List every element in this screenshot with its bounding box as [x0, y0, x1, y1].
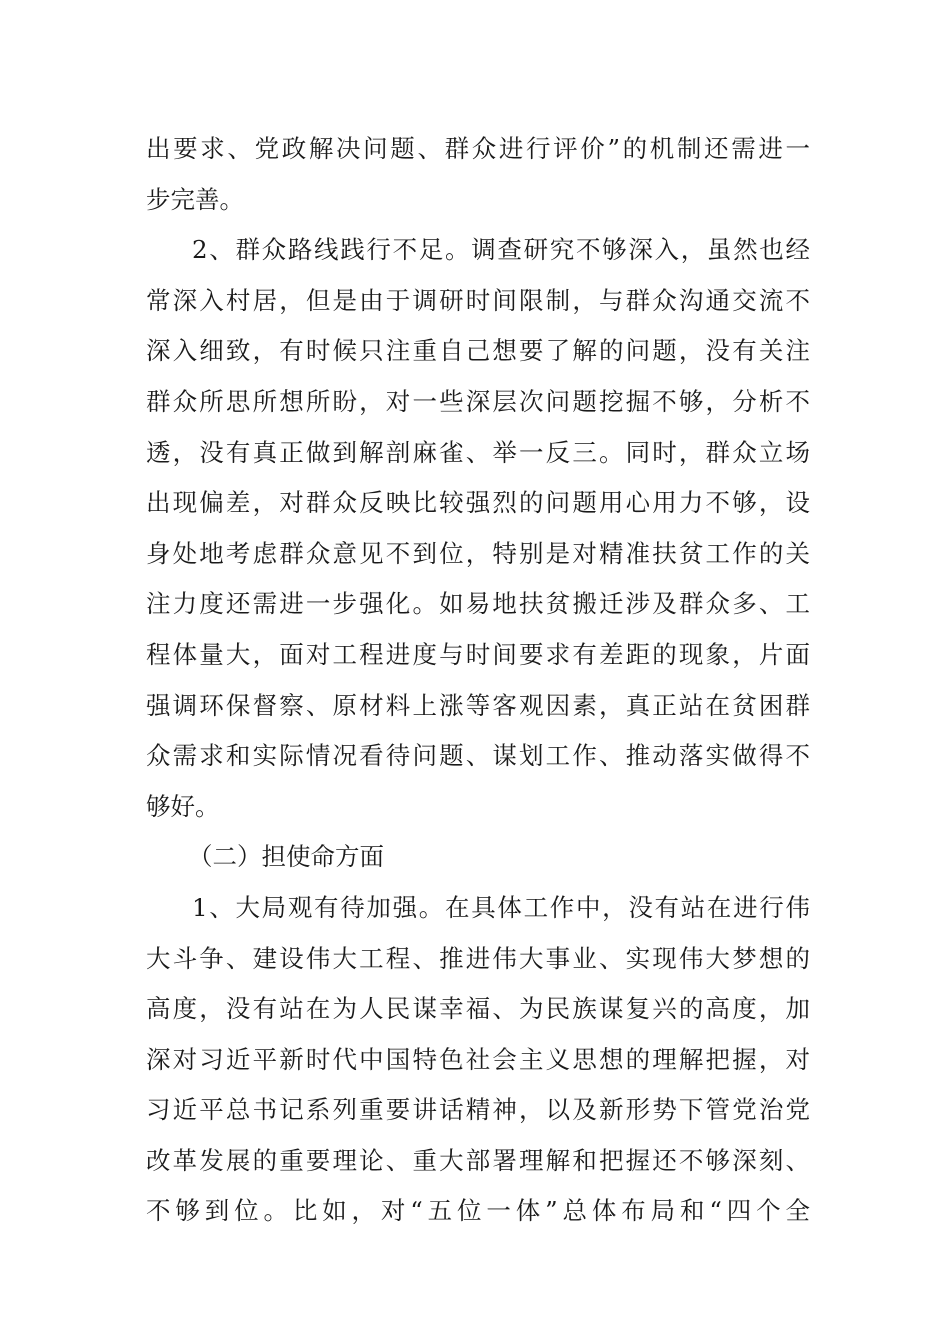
text-line: 够好。 — [146, 791, 220, 821]
text-line: 习近平总书记系列重要讲话精神，以及新形势下管党治党 — [146, 1095, 810, 1125]
text-line: 深对习近平新时代中国特色社会主义思想的理解把握，对 — [146, 1044, 810, 1074]
document-body — [146, 124, 810, 1237]
text-line: 程体量大，面对工程进度与时间要求有差距的现象，片面 — [146, 639, 810, 669]
text-line: 高度，没有站在为人民谋幸福、为民族谋复兴的高度，加 — [146, 994, 810, 1024]
text-line: 注力度还需进一步强化。如易地扶贫搬迁涉及群众多、工 — [146, 589, 810, 619]
text-line: 众需求和实际情况看待问题、谋划工作、推动落实做得不 — [146, 741, 810, 771]
paragraph-first-line: 2、群众路线践行不足。调查研究不够深入，虽然也经 — [192, 235, 810, 265]
text-line: 透，没有真正做到解剖麻雀、举一反三。同时，群众立场 — [146, 437, 810, 467]
text-line: 改革发展的重要理论、重大部署理解和把握还不够深刻、 — [146, 1145, 810, 1175]
section-heading: （二）担使命方面 — [188, 842, 384, 872]
text-line: 常深入村居，但是由于调研时间限制，与群众沟通交流不 — [146, 285, 810, 315]
text-line: 强调环保督察、原材料上涨等客观因素，真正站在贫困群 — [146, 690, 810, 720]
text-line: 步完善。 — [146, 184, 244, 214]
text-line: 大斗争、建设伟大工程、推进伟大事业、实现伟大梦想的 — [146, 943, 810, 973]
text-line: 群众所思所想所盼，对一些深层次问题挖掘不够，分析不 — [146, 386, 810, 416]
text-line: 深入细致，有时候只注重自己想要了解的问题，没有关注 — [146, 336, 810, 366]
text-line: 出要求、党政解决问题、群众进行评价”的机制还需进一 — [146, 134, 810, 163]
text-line: 身处地考虑群众意见不到位，特别是对精准扶贫工作的关 — [146, 538, 810, 568]
paragraph-first-line: 1、大局观有待加强。在具体工作中，没有站在进行伟 — [192, 892, 810, 922]
text-line: 出现偏差，对群众反映比较强烈的问题用心用力不够，设 — [146, 488, 810, 518]
text-line: 不够到位。比如，对“五位一体”总体布局和“四个全 — [146, 1196, 810, 1226]
